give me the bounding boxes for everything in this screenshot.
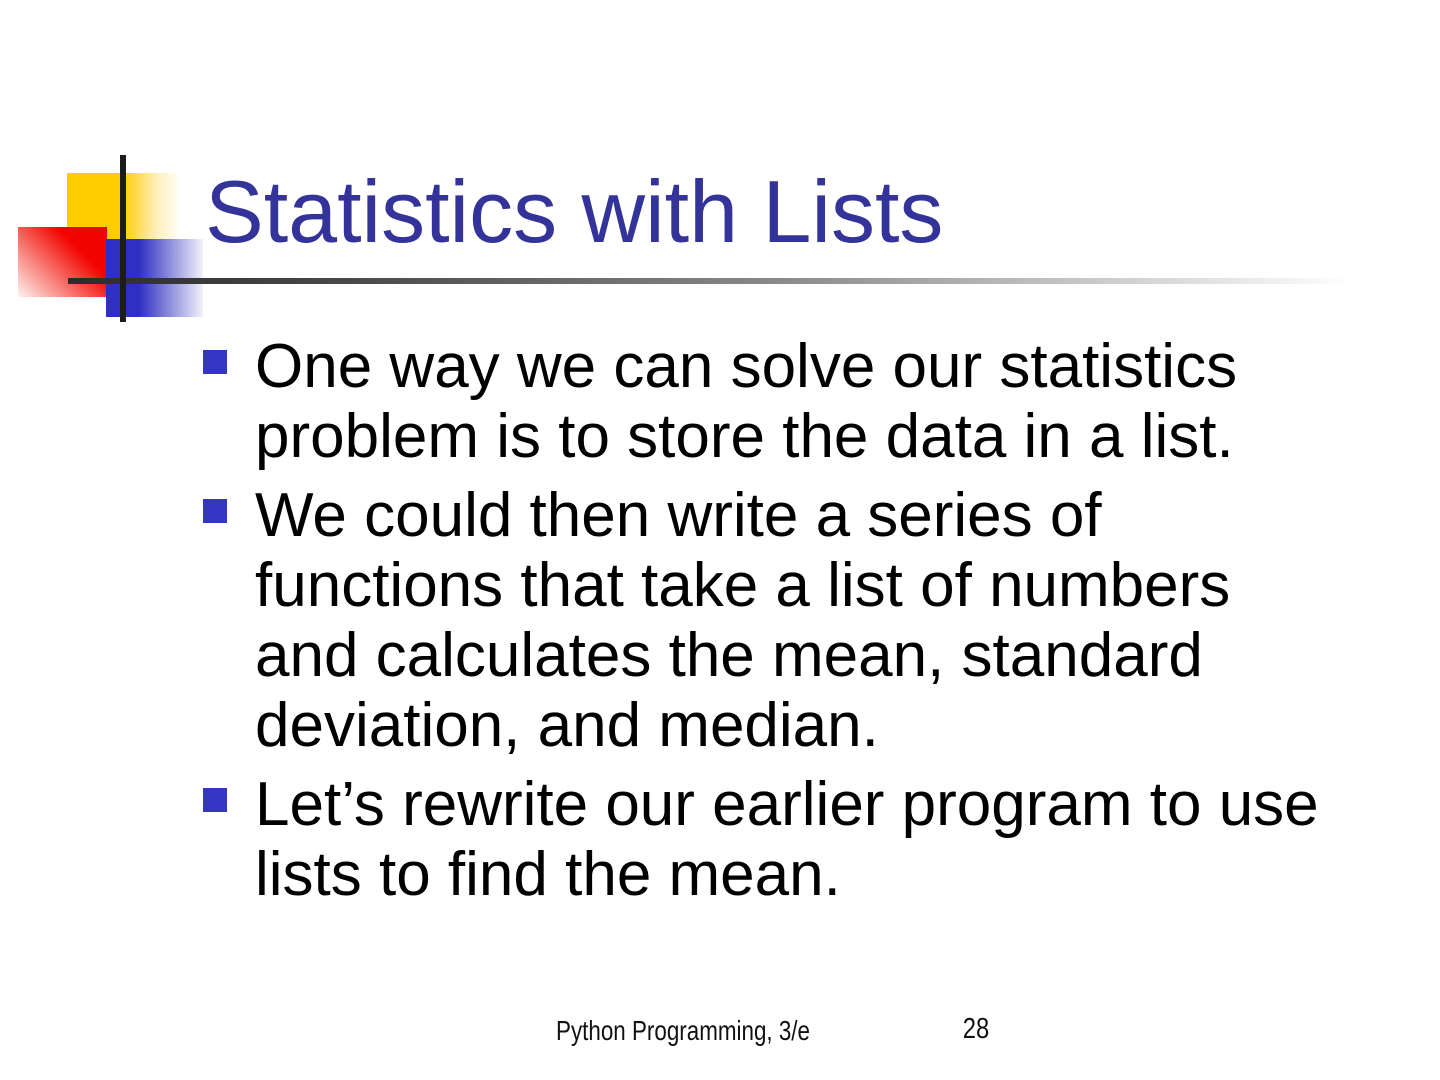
accent-vertical-line <box>120 155 126 322</box>
bullet-item <box>203 332 1373 472</box>
bullet-line: functions that take a list of numbers <box>255 551 1231 620</box>
footer-text: Python Programming, 3/e <box>556 1015 810 1046</box>
title-underline <box>68 278 1363 284</box>
bullet-line: One way we can solve our statistics <box>255 332 1238 401</box>
bullet-text <box>255 332 1237 472</box>
accent-square-red <box>18 227 107 297</box>
bullet-item <box>203 481 1373 761</box>
page-number: 28 <box>962 1013 990 1045</box>
bullet-item <box>203 770 1373 910</box>
slide-body <box>203 332 1373 919</box>
slide-title: Statistics with Lists <box>205 162 944 261</box>
bullet-text <box>255 481 1230 761</box>
bullet-text <box>255 770 1319 910</box>
bullet-square-marker <box>203 788 227 812</box>
bullet-line: We could then write a series of <box>255 481 1102 550</box>
bullet-square-marker <box>203 499 227 523</box>
bullet-line: and calculates the mean, standard <box>255 621 1203 690</box>
bullet-square-marker <box>203 350 227 374</box>
bullet-line: Let’s rewrite our earlier program to use <box>255 770 1319 839</box>
bullet-line: deviation, and median. <box>255 691 879 760</box>
bullet-line: problem is to store the data in a list. <box>255 402 1234 471</box>
bullet-line: lists to find the mean. <box>255 840 841 909</box>
